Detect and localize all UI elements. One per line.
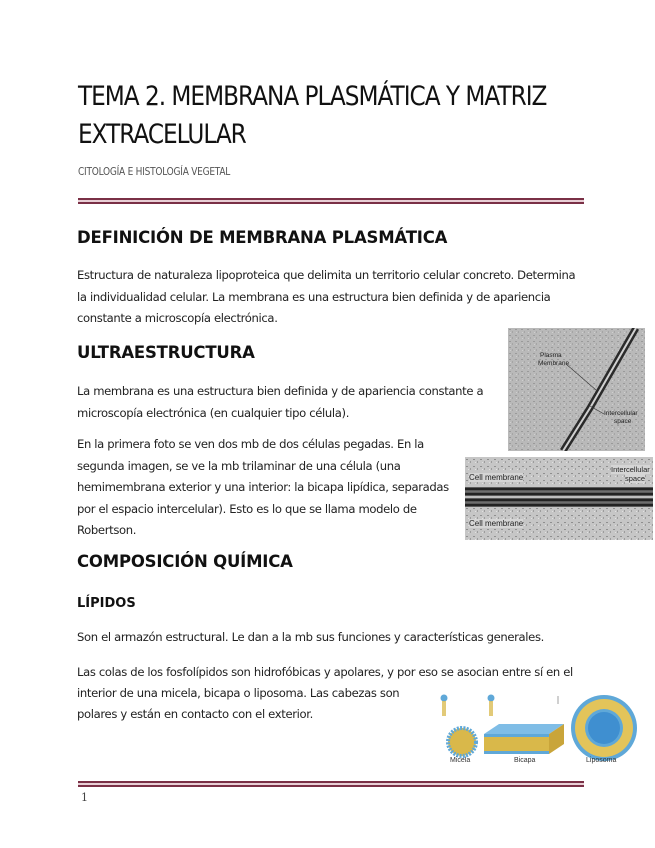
micrograph2-label-d: Cell membrane [469,519,524,528]
micrograph1-label-a: Plasma [540,352,562,359]
title-line-1: TEMA 2. MEMBRANA PLASMÁTICA Y MATRIZ [78,81,547,112]
bottom-divider [78,781,584,787]
paragraph-ultraestructura-1: La membrana es una estructura bien definida y de apariencia constante a microscopía electrónica (en cualquier tipo célula). [77,384,484,420]
lipid-structures-diagram [434,686,644,770]
page-title [78,78,560,154]
paragraph-lipidos-2c: polares y están en contacto con el exterior. [77,707,313,721]
heading-composicion: COMPOSICIÓN QUÍMICA [77,552,293,571]
micrograph1-label-b: Membrane [538,360,570,367]
title-line-2: EXTRACELULAR [78,119,246,150]
label-micela: Micela [450,757,471,764]
paragraph-definicion: Estructura de naturaleza lipoproteica que delimita un territorio celular concreto. Determina la individualidad celular. La membrana es una estructura bien definida y de apariencia constante a microscopía electrónica. [77,268,576,325]
paragraph-lipidos-1: Son el armazón estructural. Le dan a la mb sus funciones y características generales. [77,630,544,644]
paragraph-ultraestructura-2: En la primera foto se ven dos mb de dos células pegadas. En la segunda imagen, se ve la mb trilaminar de una célula (una hemimembrana exterior y una interior: la bicapa lipídica, separadas por el espacio intercelular). Esto es lo que se llama modelo de Robertson. [77,437,449,537]
label-liposoma: Liposoma [586,757,617,764]
label-bicapa: Bicapa [514,757,536,764]
heading-lipidos: LÍPIDOS [77,596,136,611]
micrograph1-label-d: space [614,418,632,425]
micrograph2-label-b: Intercellular [611,465,650,474]
micrograph-plasma-membrane [508,328,645,451]
micrograph2-label-a: Cell membrane [469,473,524,482]
page-number: 1 [81,791,88,804]
heading-definicion: DEFINICIÓN DE MEMBRANA PLASMÁTICA [77,228,448,247]
micrograph2-label-c: space [625,474,646,483]
top-divider [78,198,584,204]
micrograph-cell-membranes [465,457,653,540]
paragraph-lipidos-2a: Las colas de los fosfolípidos son hidrofóbicas y apolares, y por eso se asocian entre sí en el [77,665,573,679]
phospholipid-head [441,695,448,702]
paragraph-lipidos-2b: interior de una micela, bicapa o liposoma. Las cabezas son [77,686,400,700]
heading-ultraestructura: ULTRAESTRUCTURA [77,343,255,362]
page-subtitle: CITOLOGÍA E HISTOLOGÍA VEGETAL [78,165,231,178]
micrograph1-label-c: Intercellular [604,410,638,417]
